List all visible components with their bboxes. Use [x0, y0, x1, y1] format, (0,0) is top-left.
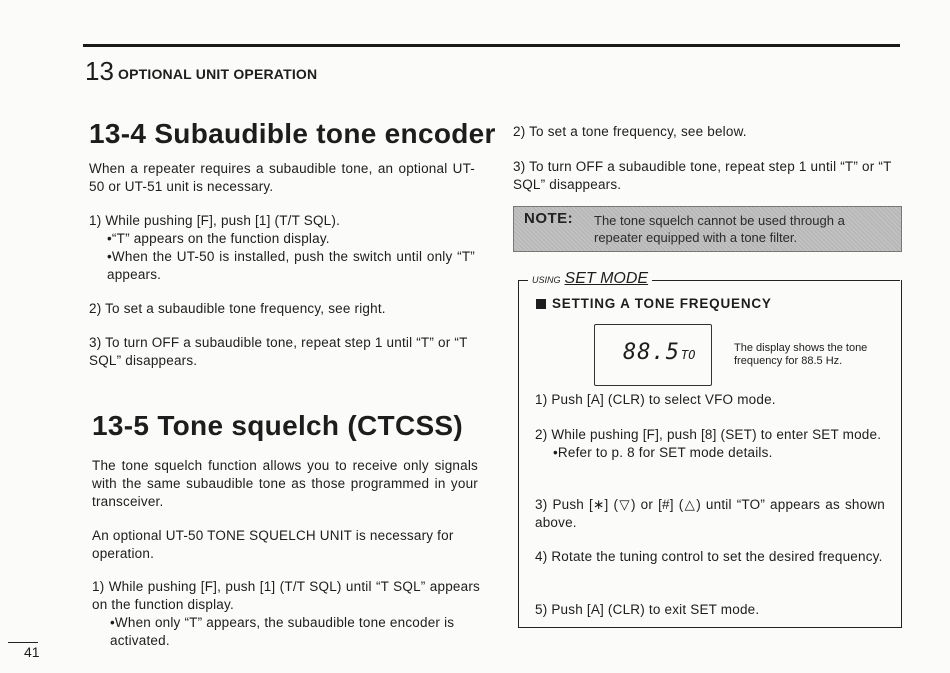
- set-mode-title-text: SETTING A TONE FREQUENCY: [552, 296, 772, 311]
- set-step-2: [535, 426, 885, 462]
- set-mode-label: SET MODE: [564, 270, 649, 287]
- set-step-2-text: 2) While pushing [F], push [8] (SET) to enter SET mode.: [535, 427, 882, 442]
- set-mode-header: [528, 270, 652, 288]
- section-heading-13-4: 13-4 Subaudible tone encoder: [89, 118, 496, 149]
- step1-text: 1) While pushing [F], push [1] (T/T SQL) until “T SQL” appears on the function display.: [92, 579, 480, 612]
- note-box: [513, 206, 902, 252]
- page-number-rule: [8, 642, 38, 643]
- chapter-title: OPTIONAL UNIT OPERATION: [118, 66, 318, 82]
- lcd-display: [594, 324, 712, 386]
- set-step-1: 1) Push [A] (CLR) to select VFO mode.: [535, 392, 776, 407]
- lcd-caption: The display shows the tone frequency for 88.5 Hz.: [734, 342, 868, 367]
- section-13-4-intro: When a repeater requires a subaudible tone, an optional UT-50 or UT-51 unit is necessary.: [89, 161, 475, 194]
- section-13-5-intro: The tone squelch function allows you to receive only signals with the same subaudible tone as those programmed in your transceiver.: [92, 458, 478, 509]
- set-mode-using: USING: [532, 275, 561, 285]
- note-label: NOTE:: [524, 210, 574, 227]
- section-13-5-para2: An optional UT-50 TONE SQUELCH UNIT is necessary for operation.: [92, 528, 454, 561]
- set-mode-title: [536, 296, 772, 311]
- set-step-5: 5) Push [A] (CLR) to exit SET mode.: [535, 602, 760, 617]
- step1-bullet-1: •When only “T” appears, the subaudible tone encoder is activated.: [110, 615, 455, 648]
- chapter-number: 13: [85, 56, 114, 86]
- right-step3: 3) To turn OFF a subaudible tone, repeat step 1 until “T” or “T SQL” disappears.: [513, 159, 892, 192]
- section-13-5-step1: [92, 578, 480, 650]
- step1-bullet-1: •“T” appears on the function display.: [107, 231, 330, 246]
- section-heading-13-5: 13-5 Tone squelch (CTCSS): [92, 410, 464, 441]
- section-13-4-step3: 3) To turn OFF a subaudible tone, repeat step 1 until “T” or “T SQL” disappears.: [89, 335, 468, 368]
- note-text: The tone squelch cannot be used through a repeater equipped with a tone filter.: [594, 213, 845, 245]
- set-step-3: 3) Push [∗] (▽) or [#] (△) until “TO” appears as shown above.: [535, 497, 885, 530]
- page-number: 41: [24, 644, 40, 660]
- section-13-4-step2: 2) To set a subaudible tone frequency, see right.: [89, 301, 386, 316]
- right-step2: 2) To set a tone frequency, see below.: [513, 124, 747, 139]
- square-bullet-icon: [536, 299, 546, 309]
- lcd-digits: 88.5: [623, 340, 680, 365]
- section-13-4-step1: [89, 212, 475, 284]
- step1-text: 1) While pushing [F], push [1] (T/T SQL).: [89, 213, 341, 228]
- lcd-to-indicator: TO: [681, 348, 696, 362]
- header-rule: [83, 44, 900, 47]
- set-step-4: 4) Rotate the tuning control to set the desired frequency.: [535, 549, 883, 564]
- set-step-2-bullet: •Refer to p. 8 for SET mode details.: [553, 445, 773, 460]
- step1-bullet-2: •When the UT-50 is installed, push the switch until only “T” appears.: [107, 249, 475, 282]
